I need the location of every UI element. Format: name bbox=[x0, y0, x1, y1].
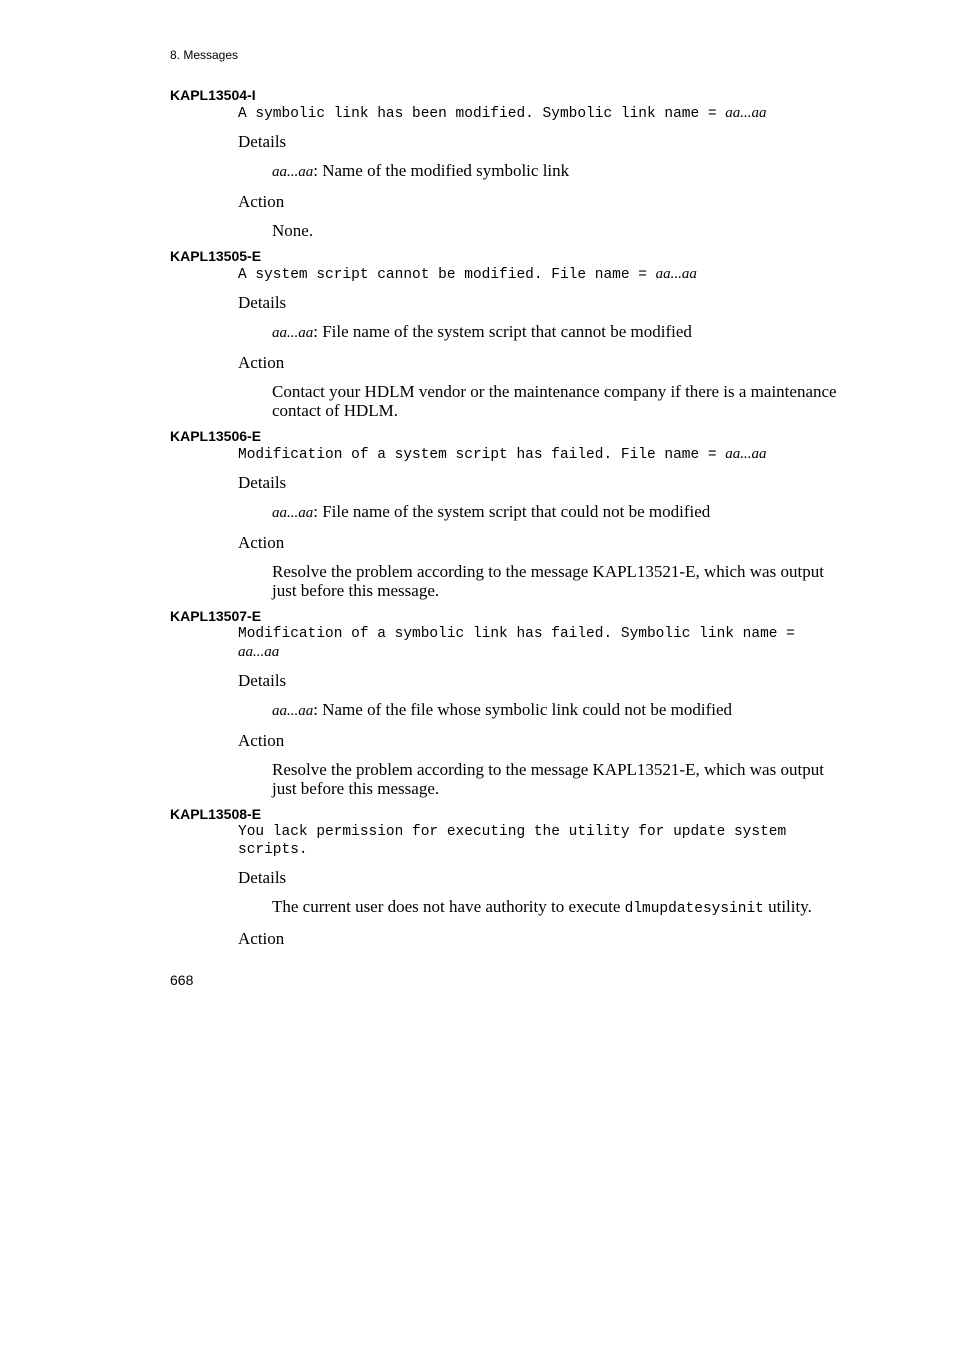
details-text bbox=[272, 700, 844, 721]
details-variable: aa...aa bbox=[272, 325, 314, 341]
action-text: Resolve the problem according to the message KAPL13521-E, which was output just before this message. bbox=[272, 562, 824, 600]
message-entry bbox=[170, 806, 850, 948]
message-list bbox=[170, 87, 850, 948]
message-text bbox=[238, 104, 838, 123]
details-description-end: utility. bbox=[763, 897, 812, 916]
message-text bbox=[238, 445, 838, 464]
message-id: KAPL13506-E bbox=[170, 428, 262, 444]
details-description: : File name of the system script that cannot be modified bbox=[313, 322, 692, 341]
action-heading: Action bbox=[238, 929, 285, 948]
message-entry bbox=[170, 248, 850, 420]
action-text: Resolve the problem according to the message KAPL13521-E, which was output just before this message. bbox=[272, 760, 824, 798]
message-text: You lack permission for executing the utility for update system scripts. bbox=[238, 824, 795, 858]
details-text bbox=[272, 502, 844, 523]
message-entry bbox=[170, 608, 850, 798]
action-heading: Action bbox=[238, 731, 285, 750]
message-variable: aa...aa bbox=[725, 105, 767, 121]
message-id: KAPL13507-E bbox=[170, 608, 262, 624]
page-number: 668 bbox=[170, 972, 194, 988]
message-text-body: Modification of a system script has failed. File name = bbox=[238, 447, 726, 463]
details-heading: Details bbox=[238, 671, 287, 690]
message-text bbox=[238, 265, 838, 284]
message-id: KAPL13504-I bbox=[170, 87, 256, 103]
message-variable: aa...aa bbox=[238, 644, 280, 660]
details-heading: Details bbox=[238, 868, 287, 887]
details-variable: aa...aa bbox=[272, 703, 314, 719]
action-heading: Action bbox=[238, 353, 285, 372]
details-text bbox=[272, 897, 852, 919]
details-description: The current user does not have authority to execute bbox=[272, 897, 625, 916]
action-text: None. bbox=[272, 221, 314, 240]
message-variable: aa...aa bbox=[725, 446, 767, 462]
details-heading: Details bbox=[238, 293, 287, 312]
message-entry bbox=[170, 428, 850, 600]
message-text-body: Modification of a symbolic link has failed. Symbolic link name = bbox=[238, 626, 804, 642]
message-text bbox=[238, 625, 838, 662]
message-entry bbox=[170, 87, 850, 240]
message-variable: aa...aa bbox=[655, 266, 697, 282]
details-variable: aa...aa bbox=[272, 505, 314, 521]
details-description: : File name of the system script that could not be modified bbox=[313, 502, 711, 521]
utility-command: dlmupdatesysinit bbox=[624, 901, 764, 917]
details-text bbox=[272, 161, 844, 182]
action-text: Contact your HDLM vendor or the maintenance company if there is a maintenance contact of HDLM. bbox=[272, 382, 837, 420]
details-description: : Name of the file whose symbolic link could not be modified bbox=[313, 700, 733, 719]
message-text-body: A symbolic link has been modified. Symbolic link name = bbox=[238, 106, 726, 122]
details-variable: aa...aa bbox=[272, 164, 314, 180]
running-header: 8. Messages bbox=[170, 48, 239, 62]
message-id: KAPL13505-E bbox=[170, 248, 262, 264]
details-heading: Details bbox=[238, 473, 287, 492]
details-text bbox=[272, 322, 844, 343]
message-text-body: A system script cannot be modified. File name = bbox=[238, 267, 656, 283]
details-description: : Name of the modified symbolic link bbox=[313, 161, 570, 180]
message-id: KAPL13508-E bbox=[170, 806, 262, 822]
details-heading: Details bbox=[238, 132, 287, 151]
action-heading: Action bbox=[238, 533, 285, 552]
action-heading: Action bbox=[238, 192, 285, 211]
